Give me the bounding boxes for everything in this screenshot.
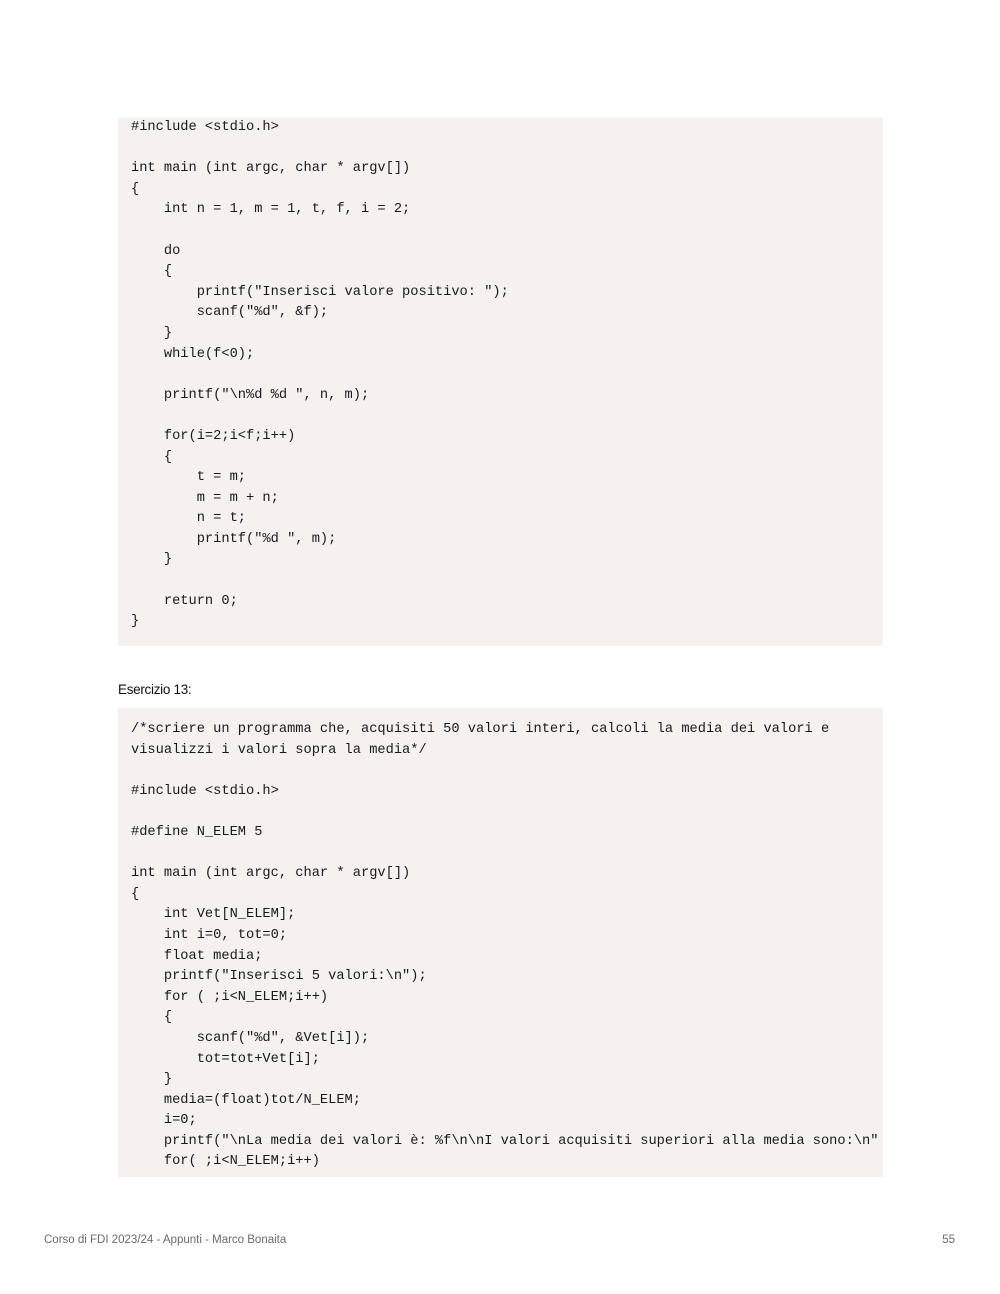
- code-line: i=0;: [131, 1113, 197, 1129]
- code-line: for( ;i<N_ELEM;i++): [131, 1154, 320, 1170]
- code-line: return 0;: [131, 593, 238, 609]
- exercise-heading: Esercizio 13:: [118, 682, 192, 697]
- code-line: }: [131, 325, 173, 341]
- code-line: [131, 406, 883, 427]
- code-line: {: [131, 1010, 173, 1026]
- code-line: {: [131, 886, 140, 902]
- code-line: int n = 1, m = 1, t, f, i = 2;: [131, 202, 411, 218]
- code-line: [131, 139, 883, 160]
- code-line: {: [131, 264, 173, 280]
- code-line: n = t;: [131, 511, 246, 527]
- code-line: #include <stdio.h>: [131, 120, 279, 135]
- code-line: printf("%d ", m);: [131, 531, 337, 547]
- code-line: printf("\nLa media dei valori è: %f\n\nI valori acquisiti superiori alla media sono:\n": [131, 1133, 879, 1149]
- code-line: printf("Inserisci 5 valori:\n");: [131, 969, 427, 985]
- footer-course-title: Corso di FDI 2023/24 - Appunti - Marco Bonaita: [44, 1234, 287, 1246]
- code-line: [131, 221, 883, 242]
- code-line: for ( ;i<N_ELEM;i++): [131, 989, 329, 1005]
- code-line: [131, 571, 883, 592]
- code-line: tot=tot+Vet[i];: [131, 1051, 320, 1067]
- code-line: #define N_ELEM 5: [131, 824, 263, 840]
- code-line: printf("Inserisci valore positivo: ");: [131, 284, 509, 300]
- code-line: t = m;: [131, 470, 246, 486]
- code-line: printf("\n%d %d ", n, m);: [131, 387, 370, 403]
- code-line: for(i=2;i<f;i++): [131, 428, 296, 444]
- code-line: [131, 761, 883, 782]
- code-line: #include <stdio.h>: [131, 783, 279, 799]
- code-line: }: [131, 1072, 173, 1088]
- code-line: media=(float)tot/N_ELEM;: [131, 1092, 361, 1108]
- code-line: float media;: [131, 948, 263, 964]
- code-block-average: [118, 708, 883, 1177]
- code-line: }: [131, 614, 140, 630]
- code-line: /*scriere un programma che, acquisiti 50 valori interi, calcoli la media dei valori e: [131, 722, 830, 737]
- code-line: while(f<0);: [131, 346, 255, 362]
- code-line: do: [131, 243, 181, 259]
- code-line: int i=0, tot=0;: [131, 927, 288, 943]
- code-line: [131, 844, 883, 865]
- code-line: {: [131, 449, 173, 465]
- code-line: int main (int argc, char * argv[]): [131, 161, 411, 177]
- code-line: m = m + n;: [131, 490, 279, 506]
- code-line: scanf("%d", &Vet[i]);: [131, 1030, 370, 1046]
- code-line: visualizzi i valori sopra la media*/: [131, 742, 427, 758]
- code-line: [131, 365, 883, 386]
- code-block-fibonacci: [118, 118, 883, 646]
- code-line: {: [131, 181, 140, 197]
- code-line: }: [131, 552, 173, 568]
- code-line: [131, 802, 883, 823]
- code-line: int Vet[N_ELEM];: [131, 907, 296, 923]
- code-line: int main (int argc, char * argv[]): [131, 866, 411, 882]
- code-line: scanf("%d", &f);: [131, 305, 329, 321]
- footer-page-number: 55: [942, 1234, 955, 1246]
